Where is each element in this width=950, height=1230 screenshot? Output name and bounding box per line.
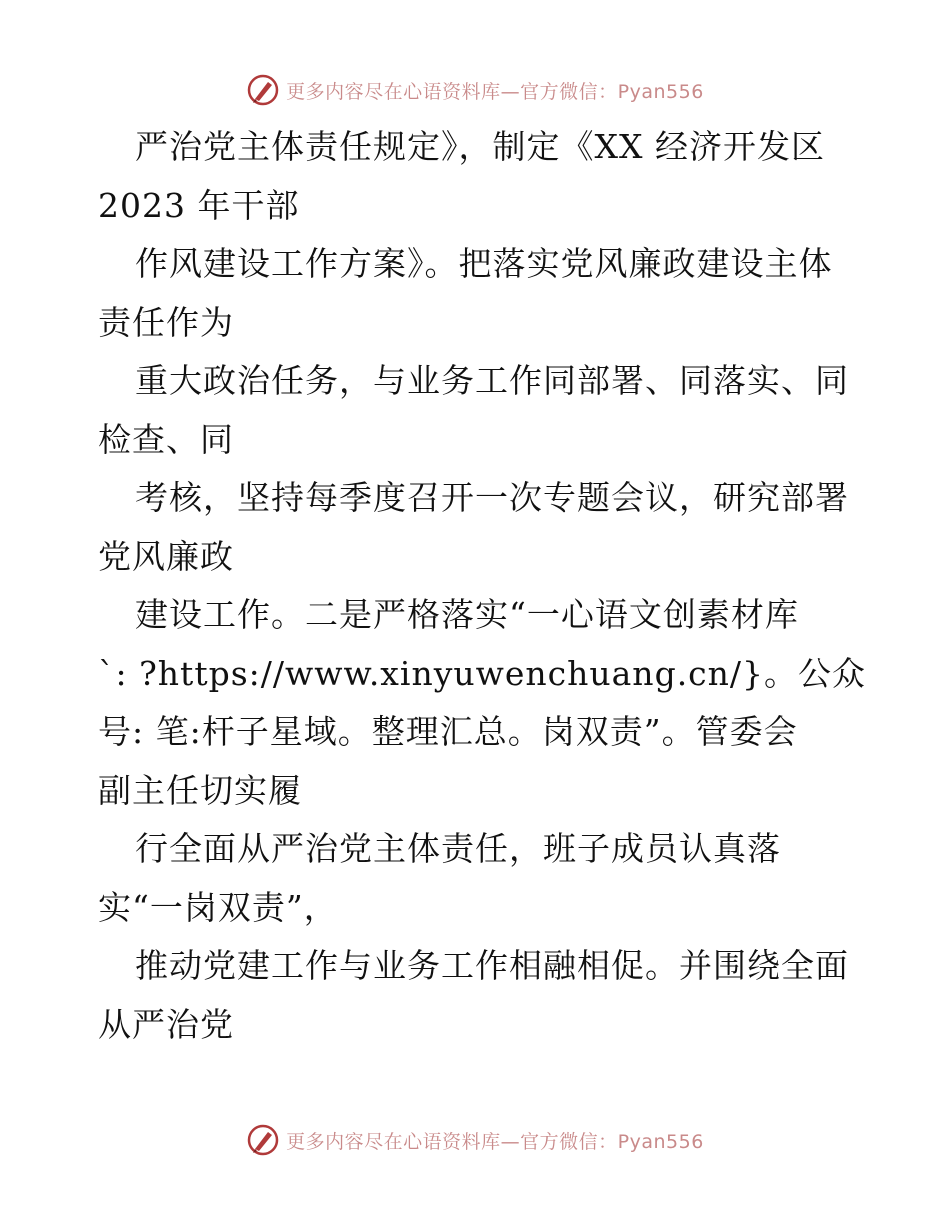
body-line: 号: 笔:杆子星域。整理汇总。岗双责”。管委会 [98,712,798,751]
body-line: 行全面从严治党主体责任，班子成员认真落 [135,829,781,868]
body-line: 建设工作。二是严格落实“一心语文创素材库 [135,595,799,634]
pen-circle-logo-icon [246,73,280,107]
body-line: 副主任切实履 [98,770,302,810]
body-line: 推动党建工作与业务工作相融相促。并围绕全面 [135,946,849,985]
body-line: 实“一岗双责”， [98,887,338,927]
body-line: 作风建设工作方案》。把落实党风廉政建设主体 [135,244,833,283]
header-banner-text: 更多内容尽在心语资料库—官方微信：Pyan556 [286,80,704,103]
body-line: 考核，坚持每季度召开一次专题会议，研究部署 [135,478,849,517]
header-banner [0,70,950,110]
body-line: 党风廉政 [98,536,234,576]
body-line: 从严治党 [98,1004,234,1044]
pen-circle-logo-icon [246,1123,280,1157]
body-line: 责任作为 [98,302,234,342]
body-line: 检查、同 [98,419,234,459]
body-line: 严治党主体责任规定》，制定《XX 经济开发区 [135,127,825,166]
body-line: 重大政治任务，与业务工作同部署、同落实、同 [135,361,849,400]
document-body [98,118,867,1054]
body-line: 2023 年干部 [98,185,300,225]
body-line: `: ?https://www.xinyuwenchuang.cn/}。公众 [98,653,867,693]
footer-banner-text: 更多内容尽在心语资料库—官方微信：Pyan556 [286,1130,704,1153]
footer-banner [0,1120,950,1160]
